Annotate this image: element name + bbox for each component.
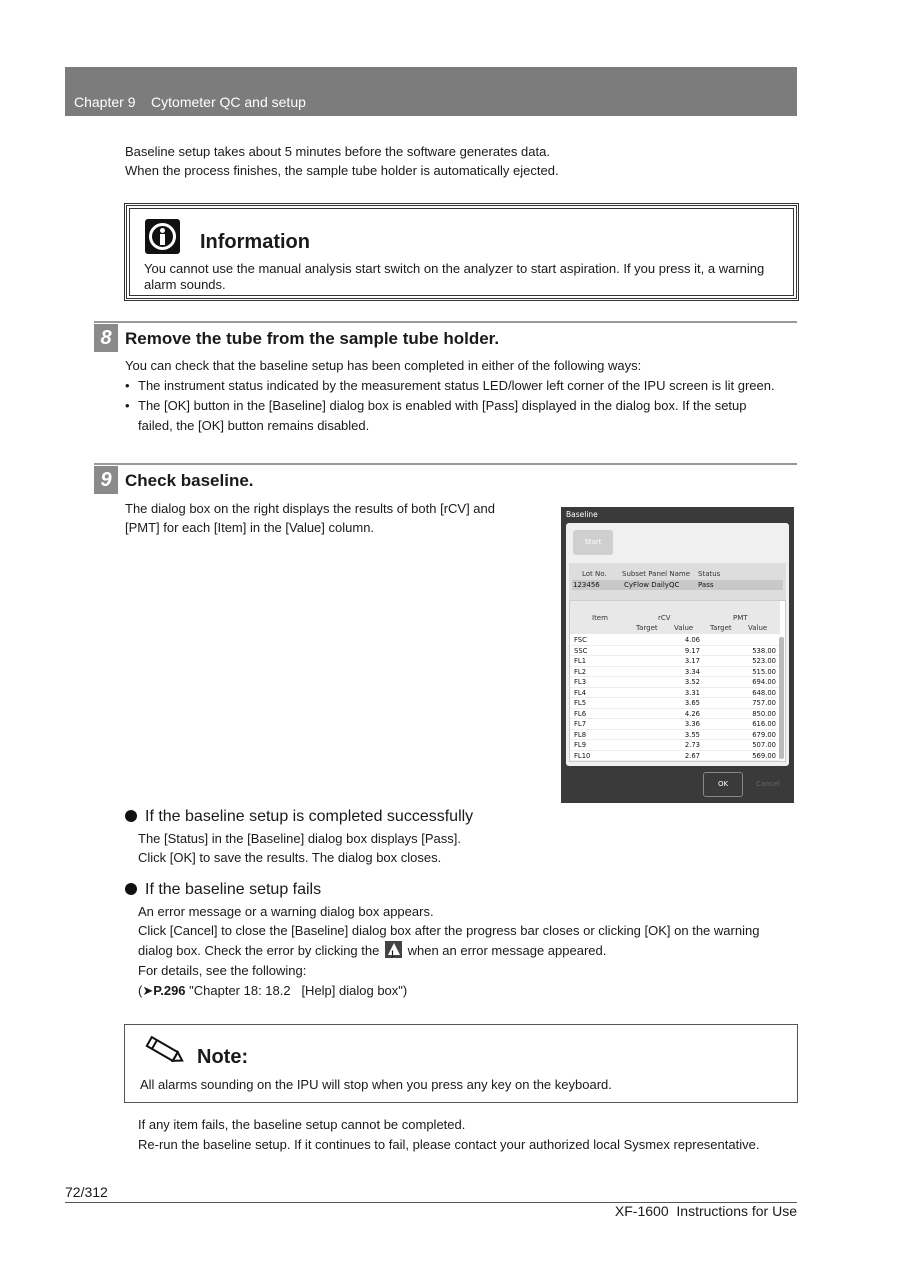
item-cell: FL2 xyxy=(574,667,587,676)
step-8-intro: You can check that the baseline setup has been completed in either of the following ways: xyxy=(125,358,642,373)
items-table-row xyxy=(570,740,780,751)
lot-cell-number: 123456 xyxy=(573,581,600,589)
reference-text: "Chapter 18: 18.2 [Help] dialog box") xyxy=(185,983,408,998)
note-text: All alarms sounding on the IPU will stop when you press any key on the keyboard. xyxy=(140,1077,612,1092)
step-9-divider xyxy=(94,463,797,465)
rcv-value-cell: 3.52 xyxy=(684,678,700,686)
fail-line-3-pre: dialog box. Check the error by clicking the xyxy=(138,943,380,958)
rcv-value-cell: 3.31 xyxy=(684,688,700,697)
item-cell: FL1 xyxy=(574,657,587,665)
rcv-value-cell: 9.17 xyxy=(684,646,700,655)
step-9-number: 9 xyxy=(94,466,118,494)
information-icon xyxy=(145,219,180,254)
rcv-value-cell: 3.17 xyxy=(684,657,700,665)
item-cell: FSC xyxy=(574,636,587,644)
item-cell: FL3 xyxy=(574,678,587,686)
pmt-value-cell: 515.00 xyxy=(752,667,776,676)
success-line-2: Click [OK] to save the results. The dialog box closes. xyxy=(138,850,442,865)
warning-icon xyxy=(385,941,402,958)
items-scrollbar[interactable] xyxy=(779,637,784,759)
lot-table-row[interactable] xyxy=(572,580,783,590)
lot-header-panel: Subset Panel Name xyxy=(622,570,691,578)
note-title: Note: xyxy=(197,1046,249,1068)
rcv-value-cell: 3.65 xyxy=(684,699,700,707)
dialog-panel xyxy=(566,523,789,766)
pmt-value-cell: 648.00 xyxy=(752,688,776,697)
pmt-value-cell: 850.00 xyxy=(752,709,776,718)
reference-link[interactable]: P.296 xyxy=(153,983,186,998)
pencil-icon xyxy=(141,1033,187,1067)
pmt-value-cell: 523.00 xyxy=(752,657,776,665)
bullet-dot-icon xyxy=(125,810,137,822)
fail-heading xyxy=(125,881,321,899)
step-8-bullet-2-cont: failed, the [OK] button remains disabled. xyxy=(138,418,370,433)
information-title: Information xyxy=(200,231,310,253)
item-cell: SSC xyxy=(574,646,588,655)
fail-line-2: Click [Cancel] to close the [Baseline] dialog box after the progress bar closes or clicking [OK] on the warning xyxy=(138,923,760,938)
fail-line-1: An error message or a warning dialog box appears. xyxy=(138,904,434,919)
rcv-value-cell: 2.73 xyxy=(684,741,700,749)
fail-line-3-post: when an error message appeared. xyxy=(407,943,607,958)
information-text: You cannot use the manual analysis start switch on the analyzer to start aspiration. If you press it, a warning alarm sounds. xyxy=(144,261,765,292)
rcv-value-cell: 4.06 xyxy=(684,636,700,644)
items-table-row xyxy=(570,698,780,709)
rcv-value-cell: 3.36 xyxy=(684,720,700,728)
document-title: XF-1600 Instructions for Use xyxy=(614,1203,797,1219)
item-cell: FL9 xyxy=(574,741,587,749)
chapter-title: Cytometer QC and setup xyxy=(151,94,306,110)
fail-heading-text: If the baseline setup fails xyxy=(145,881,322,898)
items-table-row xyxy=(570,730,780,741)
item-cell: FL6 xyxy=(574,709,587,718)
items-table-row xyxy=(570,656,780,667)
lot-header-lot: Lot No. xyxy=(582,570,607,578)
step-9-text-1: The dialog box on the right displays the results of both [rCV] and xyxy=(125,501,495,516)
start-button[interactable]: Start xyxy=(573,530,613,555)
pmt-value-cell: 569.00 xyxy=(752,751,776,760)
pmt-value-cell: 694.00 xyxy=(752,678,776,686)
ok-button[interactable]: OK xyxy=(703,772,743,797)
item-cell: FL10 xyxy=(574,751,591,760)
dialog-title: Baseline xyxy=(566,510,598,519)
items-table-row xyxy=(570,688,780,699)
items-header-rcv: rCV xyxy=(658,614,671,622)
closing-line-2: Re-run the baseline setup. If it continues to fail, please contact your authorized local Sysmex representative. xyxy=(138,1137,760,1152)
reference-arrow: (➤ xyxy=(138,983,154,998)
pmt-value-cell: 679.00 xyxy=(752,730,776,739)
items-header-rcv-value: Value xyxy=(674,624,694,632)
pmt-value-cell: 507.00 xyxy=(752,741,776,749)
step-8-bullet-1-text: The instrument status indicated by the measurement status LED/lower left corner of the IPU screen is lit green. xyxy=(138,378,775,393)
items-header-pmt-target: Target xyxy=(710,624,732,632)
step-8-bullet-2: • The [OK] button in the [Baseline] dialog box is enabled with [Pass] displayed in the dialog box. If the setup xyxy=(125,398,747,413)
intro-line-2: When the process finishes, the sample tube holder is automatically ejected. xyxy=(125,163,559,178)
item-cell: FL5 xyxy=(574,699,587,707)
items-header-rcv-target: Target xyxy=(636,624,658,632)
step-8-bullet-1: • The instrument status indicated by the measurement status LED/lower left corner of the IPU screen is lit green. xyxy=(125,378,775,393)
items-table-row xyxy=(570,677,780,688)
chapter-header-text xyxy=(74,94,306,110)
items-table-row xyxy=(570,719,780,730)
items-header-item: Item xyxy=(592,614,608,622)
page-number: 72/312 xyxy=(65,1184,108,1200)
rcv-value-cell: 3.34 xyxy=(684,667,700,676)
step-8-bullet-2-text: The [OK] button in the [Baseline] dialog box is enabled with [Pass] displayed in the dialog box. If the setup xyxy=(138,398,747,413)
rcv-value-cell: 2.67 xyxy=(684,751,700,760)
items-table-row xyxy=(570,751,780,762)
intro-line-1: Baseline setup takes about 5 minutes before the software generates data. xyxy=(125,144,550,159)
rcv-value-cell: 4.26 xyxy=(684,709,700,718)
fail-line-3 xyxy=(138,941,606,961)
step-8-number: 8 xyxy=(94,324,118,352)
step-8-divider xyxy=(94,321,797,323)
step-9-title: Check baseline. xyxy=(125,471,254,490)
fail-line-4: For details, see the following: xyxy=(138,963,307,978)
lot-table-header xyxy=(572,569,783,579)
success-heading xyxy=(125,808,473,826)
item-cell: FL8 xyxy=(574,730,587,739)
items-table xyxy=(569,600,786,762)
note-box xyxy=(124,1024,798,1103)
items-table-row xyxy=(570,646,780,657)
items-table-header xyxy=(570,601,780,634)
item-cell: FL4 xyxy=(574,688,587,697)
step-9-text-2: [PMT] for each [Item] in the [Value] column. xyxy=(125,520,375,535)
fail-reference xyxy=(138,981,407,1001)
items-table-row xyxy=(570,667,780,678)
cancel-button[interactable]: Cancel xyxy=(756,780,780,788)
success-heading-text: If the baseline setup is completed successfully xyxy=(145,808,474,825)
lot-cell-panel: CyFlow DailyQC xyxy=(624,581,680,589)
bullet-dot-icon xyxy=(125,883,137,895)
items-table-row xyxy=(570,635,780,646)
pmt-value-cell: 616.00 xyxy=(752,720,776,728)
items-table-row xyxy=(570,709,780,720)
lot-cell-status: Pass xyxy=(698,581,714,589)
step-8-title: Remove the tube from the sample tube holder. xyxy=(125,329,500,348)
lot-header-status: Status xyxy=(698,570,721,578)
items-header-pmt-value: Value xyxy=(748,624,768,632)
success-line-1: The [Status] in the [Baseline] dialog box displays [Pass]. xyxy=(138,831,462,846)
closing-line-1: If any item fails, the baseline setup cannot be completed. xyxy=(138,1117,466,1132)
pmt-value-cell: 538.00 xyxy=(752,646,776,655)
rcv-value-cell: 3.55 xyxy=(684,730,700,739)
pmt-value-cell: 757.00 xyxy=(752,699,776,707)
chapter-number: Chapter 9 xyxy=(74,94,136,110)
information-box xyxy=(124,203,799,301)
baseline-dialog xyxy=(561,507,794,803)
chapter-header-bar xyxy=(65,67,797,116)
items-header-pmt: PMT xyxy=(733,614,748,622)
item-cell: FL7 xyxy=(574,720,587,728)
